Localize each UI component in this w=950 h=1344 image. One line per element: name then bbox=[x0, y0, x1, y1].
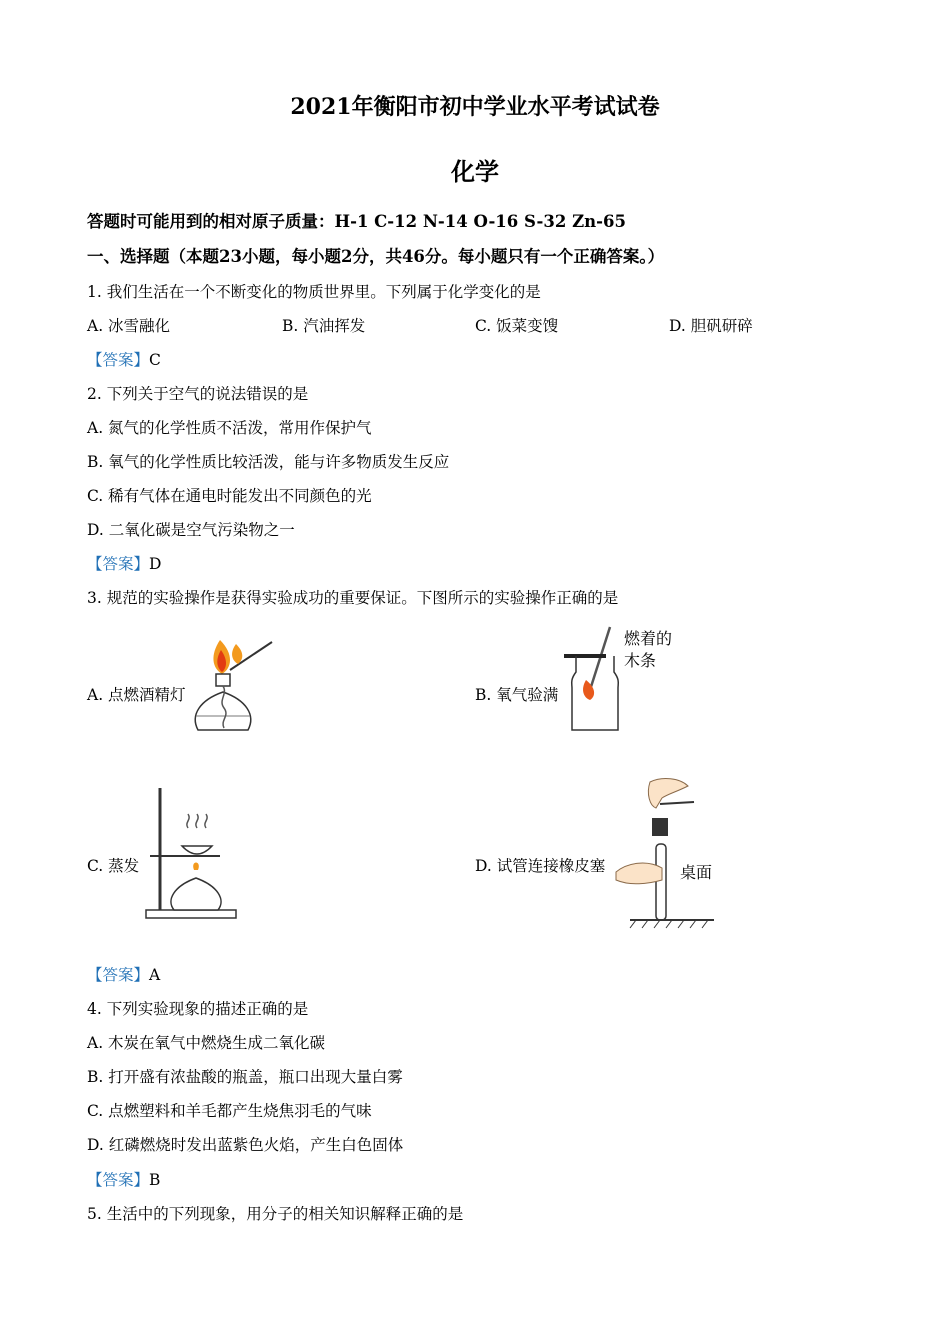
evaporation-figure bbox=[140, 782, 250, 924]
glass-tube bbox=[660, 802, 694, 804]
evaporating-dish bbox=[182, 846, 212, 854]
rubber-stopper bbox=[652, 818, 668, 836]
alcohol-lamp-figure bbox=[190, 630, 280, 740]
answer-tag: 【答案】 bbox=[87, 351, 150, 369]
steam bbox=[187, 814, 207, 828]
lamp-body bbox=[171, 878, 221, 910]
iron-stand-base bbox=[146, 910, 236, 918]
question-1-option-b: B. 汽油挥发 bbox=[282, 317, 366, 335]
oxygen-test-figure bbox=[560, 622, 700, 734]
question-3-stem: 3. 规范的实验操作是获得实验成功的重要保证。下图所示的实验操作正确的是 bbox=[87, 589, 619, 607]
question-2-option-d: D. 二氧化碳是空气污染物之一 bbox=[87, 521, 295, 539]
question-2-option-c: C. 稀有气体在通电时能发出不同颜色的光 bbox=[87, 487, 372, 505]
answer-value: A bbox=[149, 966, 161, 984]
lamp-flame bbox=[193, 863, 199, 871]
test-tube bbox=[656, 844, 666, 920]
question-4-option-c: C. 点燃塑料和羊毛都产生烧焦羽毛的气味 bbox=[87, 1102, 372, 1120]
question-1-stem: 1. 我们生活在一个不断变化的物质世界里。下列属于化学变化的是 bbox=[87, 283, 541, 301]
exam-title: 2021年衡阳市初中学业水平考试试卷 bbox=[290, 94, 660, 120]
wood-strip-label-line1: 燃着的 bbox=[624, 629, 673, 648]
question-3-option-a: A. 点燃酒精灯 bbox=[87, 686, 186, 704]
subject-title: 化学 bbox=[451, 157, 499, 186]
answer-value: C bbox=[149, 351, 161, 369]
question-4-option-a: A. 木炭在氧气中燃烧生成二氧化碳 bbox=[87, 1034, 326, 1052]
test-tube-stopper-figure bbox=[610, 772, 720, 930]
question-3-option-c: C. 蒸发 bbox=[87, 857, 140, 875]
question-3-option-b: B. 氧气验满 bbox=[475, 686, 559, 704]
atomic-mass-line: 答题时可能用到的相对原子质量：H-1 C-12 N-14 O-16 S-32 Zn-65 bbox=[87, 212, 626, 231]
question-2-option-a: A. 氮气的化学性质不活泼，常用作保护气 bbox=[87, 419, 372, 437]
question-1-option-a: A. 冰雪融化 bbox=[87, 317, 171, 335]
answer-value: B bbox=[149, 1171, 161, 1189]
question-2-answer bbox=[87, 552, 161, 574]
wood-strip-label-line2: 木条 bbox=[624, 651, 657, 670]
question-1-option-c: C. 饭菜变馊 bbox=[475, 317, 559, 335]
wood-strip bbox=[590, 627, 610, 690]
desk-hatching bbox=[630, 920, 708, 928]
question-2-option-b: B. 氧气的化学性质比较活泼，能与许多物质发生反应 bbox=[87, 453, 450, 471]
answer-value: D bbox=[149, 555, 162, 573]
question-4-option-b: B. 打开盛有浓盐酸的瓶盖，瓶口出现大量白雾 bbox=[87, 1068, 403, 1086]
desk-label: 桌面 bbox=[680, 863, 713, 882]
question-1-answer bbox=[87, 348, 161, 370]
question-1-option-d: D. 胆矾研碎 bbox=[669, 317, 753, 335]
answer-tag: 【答案】 bbox=[87, 1171, 150, 1189]
answer-tag: 【答案】 bbox=[87, 966, 150, 984]
question-4-option-d: D. 红磷燃烧时发出蓝紫色火焰，产生白色固体 bbox=[87, 1136, 404, 1154]
question-3-answer bbox=[87, 963, 160, 985]
section-heading: 一、选择题（本题23小题，每小题2分，共46分。每小题只有一个正确答案。） bbox=[87, 247, 665, 266]
match-flame bbox=[232, 644, 242, 664]
lower-hand bbox=[616, 863, 662, 884]
question-4-stem: 4. 下列实验现象的描述正确的是 bbox=[87, 1000, 309, 1018]
lamp-wick-holder bbox=[216, 674, 230, 686]
gas-bottle bbox=[572, 656, 619, 730]
question-4-answer bbox=[87, 1168, 160, 1190]
answer-tag: 【答案】 bbox=[87, 555, 150, 573]
question-2-stem: 2. 下列关于空气的说法错误的是 bbox=[87, 385, 309, 403]
question-3-option-d: D. 试管连接橡皮塞 bbox=[475, 857, 606, 875]
question-5-stem: 5. 生活中的下列现象，用分子的相关知识解释正确的是 bbox=[87, 1205, 464, 1223]
